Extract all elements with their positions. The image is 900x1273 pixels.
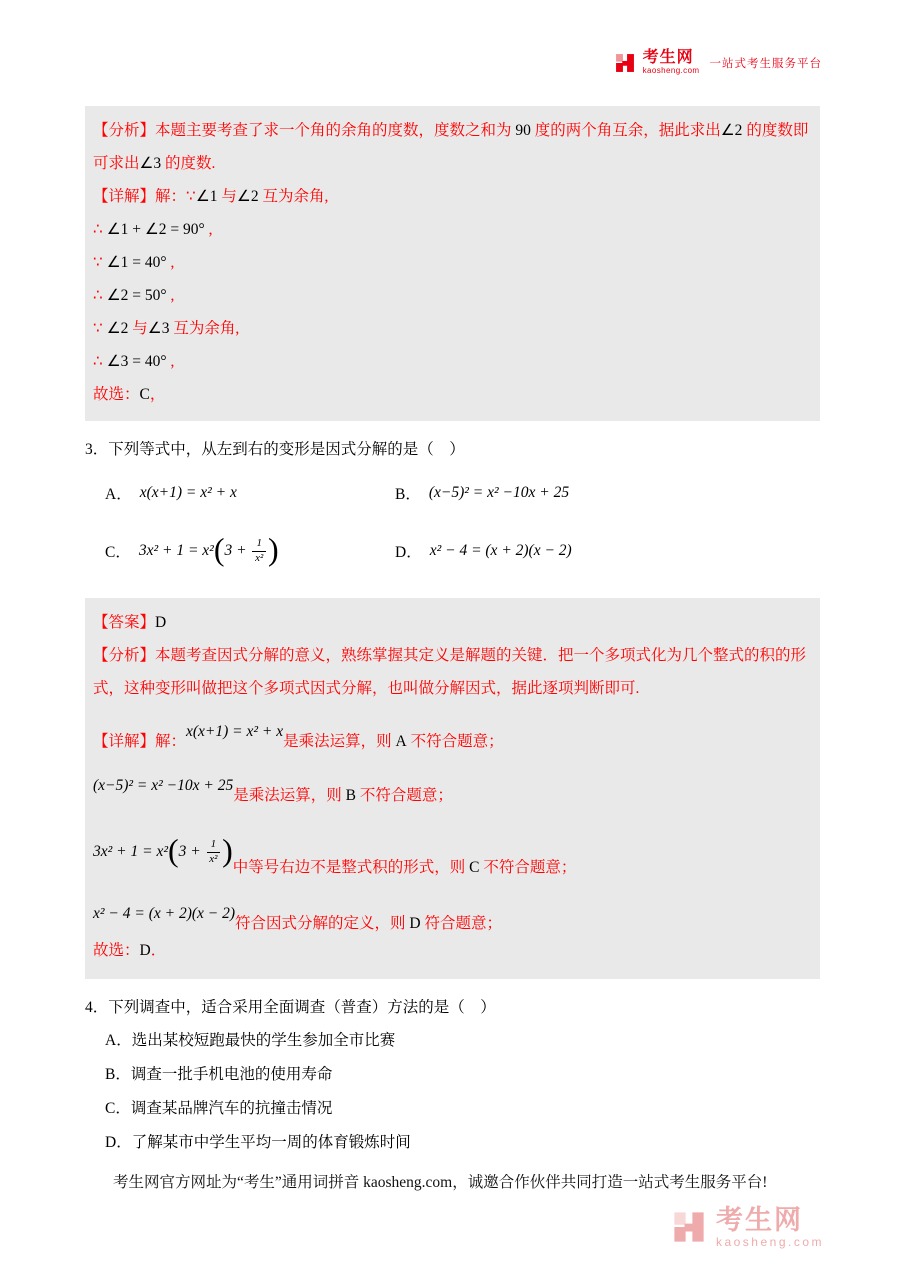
brand-tagline: 一站式考生服务平台	[709, 57, 822, 70]
text-segment: 是乘法运算，则	[233, 787, 346, 804]
question-3-title: 3．下列等式中，从左到右的变形是因式分解的是（ ）	[85, 441, 465, 458]
text-segment: ∠2	[720, 122, 743, 139]
option-b-formula: (x−5)² = x² −10x + 25	[428, 484, 570, 501]
fraction-numerator: 1	[252, 537, 266, 552]
equation-d: x² − 4 = (x + 2)(x − 2)	[93, 905, 236, 922]
text-segment: 符合题意；	[420, 915, 503, 932]
text-segment: ∵	[93, 254, 107, 271]
watermark-domain: kaosheng.com	[715, 1234, 824, 1249]
text-segment: 符合因式分解的定义，则	[235, 915, 410, 932]
text-segment: ．	[150, 942, 167, 959]
text-segment: 互为余角,	[169, 320, 240, 337]
logo-h-mark	[671, 1209, 707, 1245]
text-segment: 不符合题意；	[479, 859, 577, 876]
text-segment: D	[155, 614, 167, 631]
option-d	[395, 540, 820, 562]
fraction-denominator: x²	[255, 551, 264, 564]
question-4-option-a: A．选出某校短跑最快的学生参加全市比赛	[105, 1032, 396, 1049]
text-segment: ∵	[93, 320, 107, 337]
text-segment: 90	[511, 122, 535, 139]
text-segment: 【答案】	[93, 614, 156, 631]
option-a	[105, 482, 395, 504]
detail-line-a	[93, 705, 810, 751]
option-b-label: B．	[395, 486, 421, 503]
text-segment: ,	[166, 353, 175, 370]
brand-block	[643, 50, 700, 75]
equation-a: x(x+1) = x² + x	[186, 723, 284, 740]
step-line	[93, 345, 810, 378]
option-c-label: C．	[105, 543, 131, 561]
document-content	[85, 106, 820, 1194]
text-segment: ∠1	[195, 188, 218, 205]
question-3-section	[85, 433, 820, 588]
text-segment: 与	[128, 320, 148, 337]
text-segment: A	[395, 733, 407, 750]
kaosheng-logo-icon	[671, 1209, 707, 1245]
text-segment: 【分析】本题主要考查了求一个角的余角的度数，度数之和为	[93, 122, 512, 139]
text-segment: 互为余角,	[258, 188, 329, 205]
question-4-option-d: D．了解某市中学生平均一周的体育锻炼时间	[105, 1134, 411, 1151]
text-segment: ∴	[93, 221, 107, 238]
step-line	[93, 279, 810, 312]
fraction-denominator: x²	[209, 853, 218, 866]
site-header	[614, 50, 822, 75]
text-segment: 度的两个角互余，据此求出	[534, 122, 721, 139]
detail-line-b	[93, 751, 810, 805]
option-b	[395, 482, 820, 504]
option-d-label: D．	[395, 544, 422, 561]
text-segment: 是乘法运算，则	[283, 733, 396, 750]
text-segment: ∠2	[236, 188, 259, 205]
watermark-brand: 考生网	[715, 1205, 803, 1235]
text-segment: 中等号右边不是整式积的形式，则	[232, 859, 470, 876]
text-segment: D	[409, 915, 421, 932]
text-segment: ∠1 = 40°	[106, 254, 167, 271]
text-segment: 与	[217, 188, 237, 205]
brand-name: 考生网	[642, 49, 694, 66]
text-segment: ∠2 = 50°	[106, 287, 167, 304]
detail-intro-line	[93, 180, 810, 213]
option-c-formula	[138, 530, 279, 567]
text-segment: ∠3	[147, 320, 170, 337]
detail-line-d	[93, 877, 810, 933]
detail-text	[235, 911, 502, 933]
step-line	[93, 312, 810, 345]
fraction-numerator: 1	[207, 838, 221, 853]
detail-text	[283, 729, 503, 751]
footer-watermark	[671, 1206, 824, 1249]
options-row-2	[85, 514, 820, 588]
text-segment: ∴	[93, 287, 107, 304]
option-d-formula: x² − 4 = (x + 2)(x − 2)	[429, 542, 572, 559]
close-paren: )	[267, 530, 279, 567]
solution-block-q3	[85, 598, 820, 979]
text-segment: 的度数.	[161, 155, 216, 172]
answer-line	[93, 606, 810, 639]
fraction	[207, 838, 221, 867]
text-segment: 故选：	[93, 386, 140, 403]
text-segment: 的度数即可求出	[93, 122, 809, 172]
close-paren: )	[222, 832, 233, 869]
text-segment: ,	[166, 254, 175, 271]
text-segment: ∠1 + ∠2 = 90°	[106, 221, 205, 238]
open-paren: (	[213, 530, 225, 567]
question-4-option-c: C．调查某品牌汽车的抗撞击情况	[105, 1100, 333, 1117]
detail-line-c	[93, 805, 810, 877]
equation-part: 3 +	[224, 541, 251, 559]
step-line	[93, 213, 810, 246]
text-segment: B	[345, 787, 356, 804]
detail-text	[233, 855, 577, 877]
options-row-1	[85, 472, 820, 514]
detail-label: 【详解】解：	[93, 733, 187, 750]
question-4-title: 4．下列调查中，适合采用全面调查（普查）方法的是（ ）	[85, 999, 496, 1016]
equation-part: 3 +	[178, 843, 205, 861]
equation-c	[93, 832, 233, 877]
option-a-formula: x(x+1) = x² + x	[139, 484, 237, 501]
logo-h-mark	[614, 52, 636, 74]
option-a-label: A．	[105, 486, 132, 503]
solution-block-q2	[85, 106, 820, 421]
text-segment: ∠3	[139, 155, 162, 172]
open-paren: (	[167, 832, 179, 869]
analysis-paragraph	[93, 114, 810, 180]
conclusion-line	[93, 933, 810, 969]
analysis-paragraph	[93, 639, 810, 705]
text-segment: C	[139, 386, 150, 403]
brand-domain: kaosheng.com	[642, 65, 700, 75]
text-segment: D	[139, 942, 151, 959]
text-segment: 不符合题意；	[406, 733, 504, 750]
fraction	[252, 537, 266, 566]
text-segment: 故选：	[93, 942, 140, 959]
text-segment: ∠3 = 40°	[106, 353, 167, 370]
text-segment: 不符合题意；	[355, 787, 453, 804]
question-4-section	[85, 991, 820, 1160]
equation-part: 3x² + 1 = x²	[138, 541, 214, 559]
conclusion-line	[93, 378, 810, 411]
detail-text	[233, 783, 453, 805]
equation-b: (x−5)² = x² −10x + 25	[93, 777, 234, 794]
text-segment: ，	[149, 386, 166, 403]
step-line	[93, 246, 810, 279]
text-segment: 【分析】本题考查因式分解的意义，熟练掌握其定义是解题的关键．把一个多项式化为几个整式的积的形式，这种变形叫做把这个多项式因式分解，也叫做分解因式，据此逐项判断即可.	[93, 647, 807, 697]
text-segment: ,	[166, 287, 175, 304]
text-segment: 【详解】解：∵	[93, 188, 196, 205]
page-footer-text: 考生网官方网址为“考生”通用词拼音 kaosheng.com，诚邀合作伙伴共同打造一站式考生服务平台!	[113, 1174, 768, 1191]
watermark-text-block	[716, 1206, 824, 1249]
kaosheng-logo-icon	[614, 52, 636, 74]
text-segment: ,	[204, 221, 213, 238]
text-segment: ∴	[93, 353, 107, 370]
option-c	[105, 530, 395, 567]
question-4-option-b: B．调查一批手机电池的使用寿命	[105, 1066, 333, 1083]
text-segment: C	[469, 859, 480, 876]
text-segment: ∠2	[106, 320, 129, 337]
equation-part: 3x² + 1 = x²	[93, 843, 168, 861]
